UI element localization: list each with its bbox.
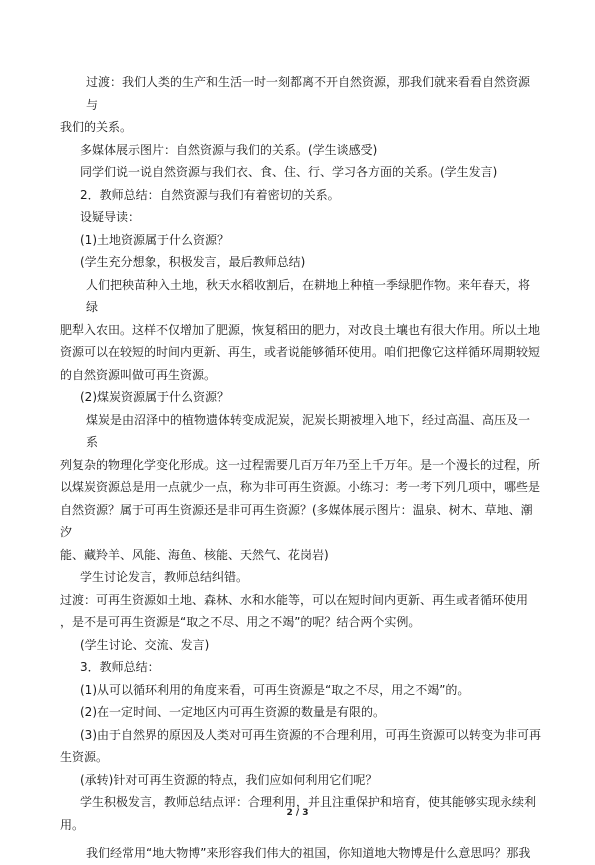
page-number: 2 / 3: [286, 808, 309, 818]
paragraph-coal-resource-cont-1: 列复杂的物理化学变化形成。这一过程需要几百万年乃至上千万年。是一个漫长的过程，所: [60, 457, 541, 472]
paragraph-transition-2-cont: ，是不是可再生资源是“取之不尽、用之不竭”的呢？结合两个实例。: [60, 615, 421, 629]
paragraph-question-2: (2)煤炭资源属于什么资源？: [80, 390, 229, 404]
paragraph-land-resource-cont-3: 的自然资源叫做可再生资源。: [60, 367, 217, 382]
paragraph-coal-resource-cont-2: 以煤炭资源总是用一点就少一点，称为非可再生资源。小练习：考一考下列几项中，哪些是: [60, 480, 541, 494]
paragraph-student-imagine: (学生充分想象，积极发言，最后教师总结): [80, 255, 306, 269]
paragraph-teacher-summary-3: 3．教师总结：: [80, 660, 160, 674]
paragraph-land-resource-cont-1: 肥犁入农田。这样不仅增加了肥源，恢复稻田的肥力，对改良土壤也有很大作用。所以土地: [60, 322, 541, 337]
paragraph-student-speech-cont: 用。: [60, 817, 85, 832]
paragraph-coal-resource: 煤炭是由沼泽中的植物遗体转变成泥炭，泥炭长期被埋入地下，经过高温、高压及一系: [86, 412, 531, 449]
paragraph-transition-3: (承转)针对可再生资源的特点，我们应如何利用它们呢？: [80, 772, 378, 787]
paragraph-student-exchange: (学生讨论、交流、发言): [80, 637, 210, 652]
paragraph-transition-2: 过渡：可再生资源如土地、森林、水和水能等，可以在短时间内更新、再生或者循环使用: [60, 592, 529, 607]
paragraph-land-resource-cont-2: 资源可以在较短的时间内更新、再生，或者说能够循环使用。咱们把像它这样循环周期较短: [60, 345, 541, 359]
paragraph-coal-resource-cont-4: 能、藏羚羊、风能、海鱼、核能、天然气、花岗岩): [60, 547, 329, 562]
paragraph-discussion-1: 同学们说一说自然资源与我们衣、食、住、行、学习各方面的关系。(学生发言): [80, 165, 498, 179]
paragraph-land-resource: 人们把秧苗种入土地，秋天水稻收割后，在耕地上种植一季绿肥作物。来年春天，将绿: [86, 277, 531, 314]
paragraph-teacher-summary-2: 2．教师总结：自然资源与我们有着密切的关系。: [80, 187, 340, 202]
paragraph-point-2: (2)在一定时间、一定地区内可再生资源的数量是有限的。: [80, 705, 386, 719]
paragraph-point-1: (1)从可以循环利用的角度来看，可再生资源是“取之不尽，用之不竭”的。: [80, 682, 470, 697]
paragraph-vast-land: 我们经常用“地大物博”来形容我们伟大的祖国，你知道地大物博是什么意思吗？那我: [86, 846, 531, 860]
paragraph-transition-1: 过渡：我们人类的生产和生活一时一刻都离不开自然资源，那我们就来看看自然资源与: [86, 75, 531, 112]
paragraph-student-discussion: 学生讨论发言，教师总结纠错。: [80, 570, 249, 584]
paragraph-student-speech: 学生积极发言，教师总结点评：合理利用，并且注重保护和培育，使其能够实现永续利: [80, 795, 537, 809]
paragraph-coal-resource-cont-3: 自然资源？属于可再生资源还是非可再生资源？(多媒体展示图片：温泉、树木、草地、潮汐: [60, 502, 533, 539]
paragraph-point-3-cont: 生资源。: [60, 750, 109, 764]
paragraph-transition-1-cont: 我们的关系。: [60, 120, 133, 134]
paragraph-point-3: (3)由于自然界的原因及人类对可再生资源的不合理利用，可再生资源可以转变为非可再: [80, 727, 542, 742]
paragraph-question-1: (1)土地资源属于什么资源？: [80, 232, 229, 247]
paragraph-multimedia-1: 多媒体展示图片：自然资源与我们的关系。(学生谈感受): [80, 142, 378, 157]
paragraph-guided-reading: 设疑导读：: [80, 210, 141, 224]
